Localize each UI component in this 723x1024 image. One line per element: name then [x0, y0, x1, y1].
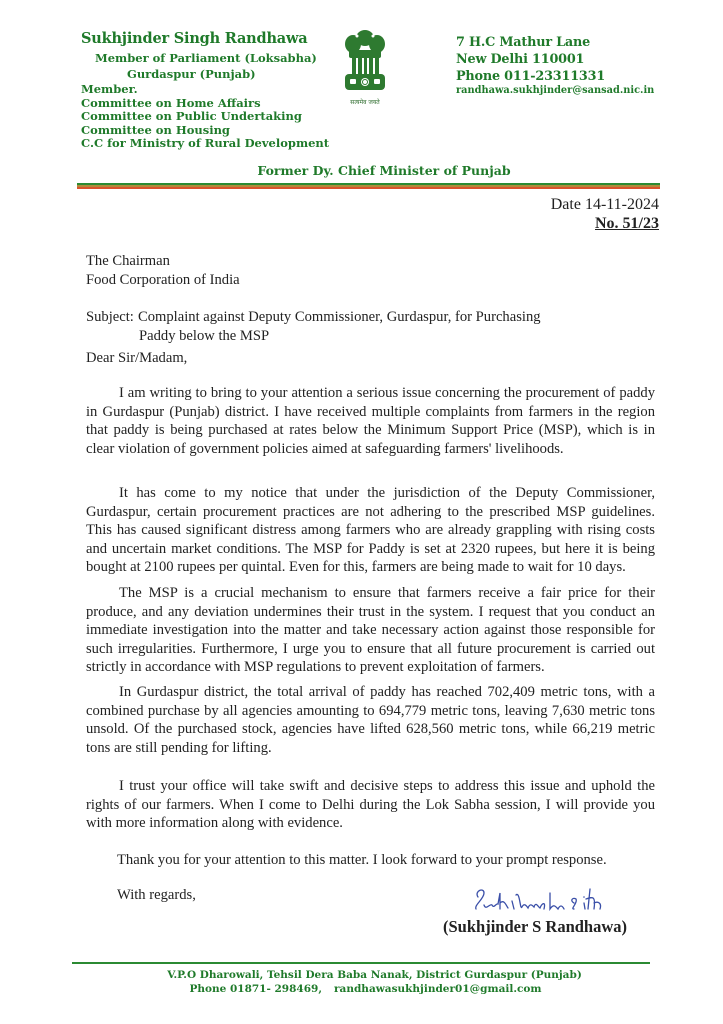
body-paragraph: The MSP is a crucial mechanism to ensure that farmers receive a fair price for their produce, and any deviation undermines their trust in the system. I request that you conduct an immediate investigation into the matter and take necessary action against those responsible for such irregularities. Furthermore, I urge you to ensure that all future procurement is carried out strictly in accordance with MSP regulations to prevent exploitation of farmers.: [86, 585, 655, 675]
footer-address: V.P.O Dharowali, Tehsil Dera Baba Nanak, District Gurdaspur (Punjab): [167, 969, 582, 981]
letterhead-left: [81, 30, 331, 151]
body-paragraph: I am writing to bring to your attention a serious issue concerning the procurement of paddy in Gurdaspur (Punjab) district. I have received multiple complaints from farmers in the region that paddy is being purchased at rates below the Minimum Support Price (MSP), which is in clear violation of government policies aimed at safeguarding farmers' livelihoods.: [86, 385, 655, 457]
signature-icon: [470, 883, 620, 919]
office-phone: Phone 011-23311331: [456, 69, 606, 84]
letterhead-title: [0, 163, 723, 178]
sender-name: Sukhjinder Singh Randhawa: [81, 30, 308, 47]
subject-label: Subject:: [86, 309, 134, 325]
body-paragraph: In Gurdaspur district, the total arrival of paddy has reached 702,409 metric tons, with a combined purchase by all agencies amounting to 694,779 metric tons, leaving 7,630 metric tons unsold. Of the purchased stock, agencies have lifted 628,560 metric tons, while 66,219 metric tons are still pending for lifting.: [86, 684, 655, 756]
subject-line-2: Paddy below the MSP: [139, 327, 270, 344]
footer-email: randhawasukhjinder01@gmail.com: [334, 983, 542, 995]
sender-constituency: Gurdaspur (Punjab): [127, 67, 256, 81]
letter-date: Date 14-11-2024: [550, 196, 659, 213]
closing: With regards,: [117, 887, 196, 903]
office-email: randhawa.sukhjinder@sansad.nic.in: [456, 85, 655, 96]
footer-phone: Phone 01871- 298469,: [189, 983, 322, 995]
body-paragraph: It has come to my notice that under the jurisdiction of the Deputy Commissioner, Gurdaspur, certain procurement practices are not adhering to the prescribed MSP guidelines. This has caused significant distress among farmers who are already grappling with rising costs and uncertain market conditions. The MSP for Paddy is set at 2320 rupees, but here it is being bought at 2100 rupees per quintal. Even for this, farmers are being made to wait for 10 days.: [86, 485, 655, 575]
body-paragraph: Thank you for your attention to this matter. I look forward to your prompt response.: [117, 852, 607, 868]
date-block: [551, 196, 659, 233]
subject-block: [86, 308, 646, 345]
recipient-organization: Food Corporation of India: [86, 271, 240, 288]
recipient-block: [86, 252, 240, 289]
committee-item: Committee on Home Affairs: [81, 95, 261, 110]
header-divider: [77, 183, 660, 189]
committee-item: Committee on Housing: [81, 122, 230, 137]
member-label: Member.: [81, 82, 138, 96]
letterhead-right: [456, 34, 706, 96]
committee-item: C.C for Ministry of Rural Development: [81, 136, 330, 150]
footer: [0, 968, 723, 996]
committee-item: Committee on Public Undertaking: [81, 109, 302, 123]
sender-designation: Member of Parliament (Loksabha): [95, 51, 317, 65]
office-address-line: 7 H.C Mathur Lane: [456, 35, 591, 50]
former-title: Former Dy. Chief Minister of Punjab: [257, 163, 511, 178]
reference-number: No. 51/23: [595, 215, 659, 232]
subject-line-1: Complaint against Deputy Commissioner, Gurdaspur, for Purchasing: [138, 309, 541, 325]
salutation: Dear Sir/Madam,: [86, 350, 188, 366]
emblem-motto: सत्यमेव जयते: [350, 99, 380, 106]
body-paragraph: I trust your office will take swift and decisive steps to address this issue and uphold the rights of our farmers. When I come to Delhi during the Lok Sabha session, I will provide you with more information along with evidence.: [86, 778, 655, 831]
signatory-name: (Sukhjinder S Randhawa): [443, 917, 628, 936]
recipient-title: The Chairman: [86, 253, 170, 269]
footer-contact: [8, 982, 723, 996]
footer-divider: [72, 962, 650, 964]
office-address-line: New Delhi 110001: [456, 52, 585, 67]
